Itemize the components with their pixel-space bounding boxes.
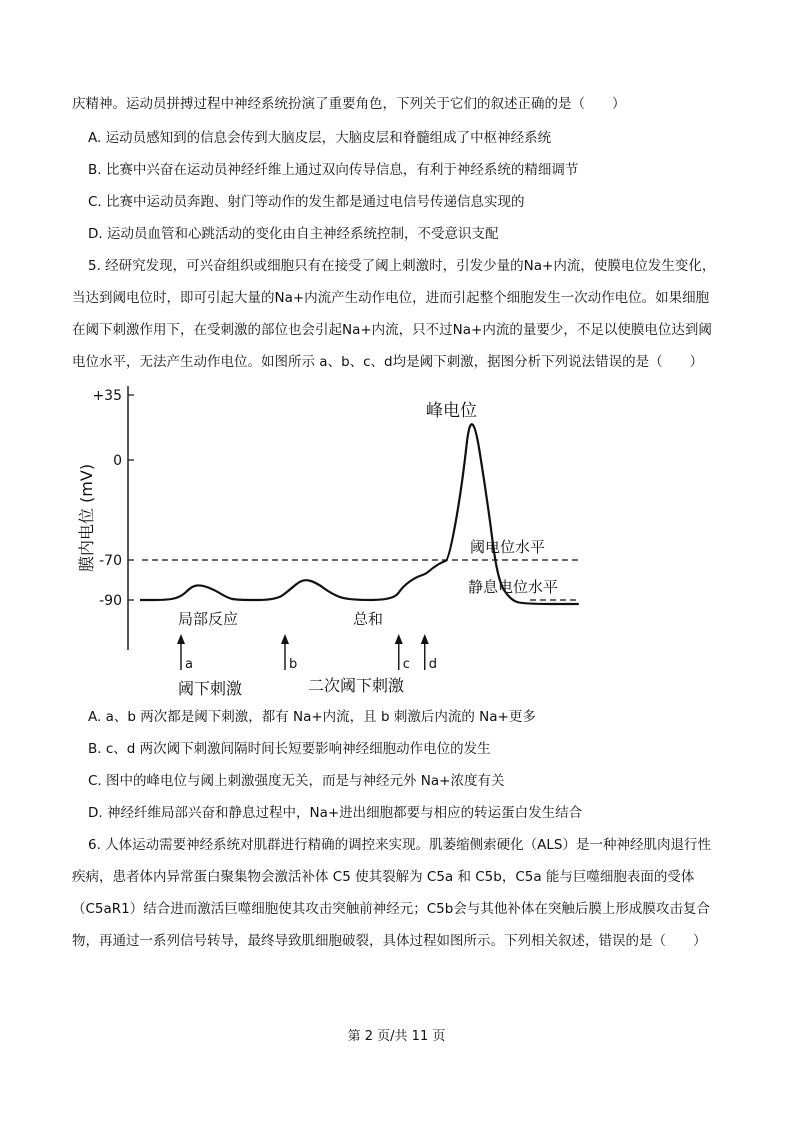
stimulus-label-d: d — [428, 657, 438, 672]
y-tick-label: 0 — [113, 453, 122, 469]
q5-stem-line-1: 5. 经研究发现，可兴奋组织或细胞只有在接受了阈上刺激时，引发少量的Na+内流，使膜电位发生变化， — [88, 258, 716, 274]
stimulus-label-b: b — [289, 657, 298, 672]
q4-stem: 庆精神。运动员拼搏过程中神经系统扮演了重要角色，下列关于它们的叙述正确的是（ ） — [72, 96, 626, 112]
q6-stem-line-3: （C5aR1）结合进而激活巨噬细胞使其攻击突触前神经元；C5b会与其他补体在突触后膜上形成膜攻击复合 — [72, 901, 710, 917]
stimulus-arrowhead-c — [395, 634, 403, 644]
group-label-subthreshold: 阈下刺激 — [178, 679, 243, 698]
q5-stem-line-3: 在阈下刺激作用下，在受刺激的部位也会引起Na+内流，只不过Na+内流的量要少，不足以使膜电位达到阈 — [72, 322, 712, 338]
peak-label: 峰电位 — [426, 401, 477, 421]
region-label-summation: 总和 — [353, 610, 384, 628]
y-tick-label: -70 — [99, 553, 122, 569]
q6-stem-line-1: 6. 人体运动需要神经系统对肌群进行精确的调控来实现。肌萎缩侧索硬化（ALS）是一种神经肌肉退行性 — [88, 837, 711, 853]
q5-stem-line-2: 当达到阈电位时，即可引起大量的Na+内流产生动作电位，进而引起整个细胞发生一次动作电位。如果细胞 — [72, 290, 710, 306]
threshold-label: 阈电位水平 — [470, 538, 546, 556]
stimulus-label-c: c — [402, 657, 410, 672]
stimulus-label-a: a — [185, 657, 193, 672]
q5-option-a: A. a、b 两次都是阈下刺激，都有 Na+内流，且 b 刺激后内流的 Na+更多 — [88, 709, 536, 725]
q5-option-b: B. c、d 两次阈下刺激间隔时间长短要影响神经细胞动作电位的发生 — [88, 741, 491, 757]
q4-option-b: B. 比赛中兴奋在运动员神经纤维上通过双向传导信息，有利于神经系统的精细调节 — [88, 162, 579, 178]
q5-option-d: D. 神经纤维局部兴奋和静息过程中，Na+进出细胞都要与相应的转运蛋白发生结合 — [88, 805, 583, 821]
stimulus-arrowhead-d — [421, 634, 429, 644]
resting-label: 静息电位水平 — [468, 578, 559, 596]
q4-option-c: C. 比赛中运动员奔跑、射门等动作的发生都是通过电信号传递信息实现的 — [88, 194, 525, 210]
q6-stem-line-4: 物，再通过一系列信号转导，最终导致肌细胞破裂，具体过程如图所示。下列相关叙述，错误的是（ ） — [72, 933, 707, 949]
q5-option-c: C. 图中的峰电位与阈上刺激强度无关，而是与神经元外 Na+浓度有关 — [88, 773, 505, 789]
y-axis-label: 膜内电位 (mV) — [77, 463, 96, 573]
q4-option-a: A. 运动员感知到的信息会传到大脑皮层，大脑皮层和脊髓组成了中枢神经系统 — [88, 130, 552, 146]
q4-option-d: D. 运动员血管和心跳活动的变化由自主神经系统控制，不受意识支配 — [88, 226, 499, 242]
page-footer: 第 2 页/共 11 页 — [347, 1029, 446, 1044]
y-tick-label: -90 — [99, 593, 122, 609]
stimulus-arrowhead-b — [281, 634, 289, 644]
membrane-potential-chart — [70, 378, 600, 707]
stimulus-arrowhead-a — [177, 634, 185, 644]
region-label-local: 局部反应 — [178, 610, 239, 628]
q6-stem-line-2: 疾病，患者体内异常蛋白聚集物会激活补体 C5 使其裂解为 C5a 和 C5b，C5a 能与巨噬细胞表面的受体 — [72, 869, 695, 885]
q5-stem-line-4: 电位水平，无法产生动作电位。如图所示 a、b、c、d均是阈下刺激，据图分析下列说法错误的是（ ） — [72, 354, 704, 370]
group-label-double-subthreshold: 二次阈下刺激 — [308, 676, 405, 695]
y-tick-label: +35 — [92, 388, 122, 404]
